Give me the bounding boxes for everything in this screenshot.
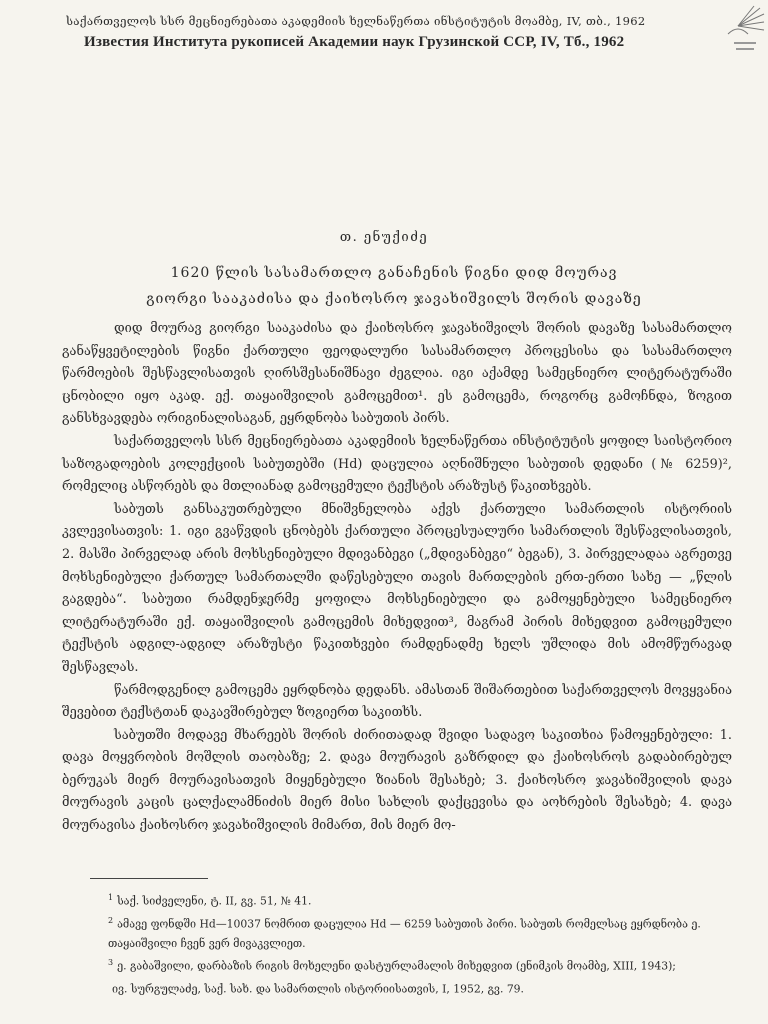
article-title-line-1: 1620 წლის სასამართლო განაჩენის წიგნი დიდ მოურავ <box>170 265 618 281</box>
journal-header-georgian: საქართველოს სსრ მეცნიერებათა აკადემიის ხელნაწერთა ინსტიტუტის მოამბე, IV, თბ., 1962 <box>66 14 646 28</box>
footnote-text: ივ. სურგულაძე, საქ. სახ. და სამართლის ისტორიისათვის, I, 1952, გვ. 79. <box>112 983 524 996</box>
footnote-number: 2 <box>108 916 114 925</box>
footnote <box>108 888 720 911</box>
footnote-text: საქ. სიძველენი, ტ. II, გვ. 51, № 41. <box>117 894 312 908</box>
paragraph: საქართველოს სსრ მეცნიერებათა აკადემიის ხელნაწერთა ინსტიტუტის ყოფილ საისტორიო საზოგადოების კოლექციის საბუთებში (Hd) დაცულია აღნიშნული საბუთის დედანი (№ 6259)², რომელიც ასწორებს და მთლიანად გამოცემული ტექსტის არაზუსტ წაკითხვებს. <box>62 433 732 495</box>
footnote-text: ე. გაბაშვილი, დარბაზის რიგის მოხელენი დასტურლამალის მიხედვით (ენიმკის მოამბე, XIII, 1943); <box>117 960 676 973</box>
footnote-text: ამავე ფონდში Hd—10037 ნომრით დაცულია Hd — 6259 საბუთის პირი. საბუთს რომელსაც ეყრდნობა ე. თაყაიშვილი ჩვენ ვერ მივაკვლიეთ. <box>108 917 701 950</box>
footnotes <box>108 888 720 999</box>
footnote <box>108 953 720 976</box>
article-title <box>60 260 728 312</box>
paragraph: საბუთს განსაკუთრებული მნიშვნელობა აქვს ქართული სამართლის ისტორიის კვლევისათვის: 1. იგი გვაწვდის ცნობებს ქართული პროცესუალური სამართლის შესწავლისათვის, 2. მასში პირველად არის მოხსენიებული მდივანბეგი („მდივანბეგი“ ბეგან), 3. პირველადაა აგრეთვე მოხსენიებული ქართულ სამართალში დაწესებული თავის მართლების ერთ-ერთი სახე — „წლის გაგდება“. საბუთი რამდენჯერმე ყოფილა მოხსენიებული და გამოყენებული სამეცნიერო ლიტერატურაში ექ. თაყაიშვილის გამოცემის მიხედვით³, მაგრამ პირის მიხედვით გამოცემული ტექსტის ადგილ-ადგილ არაზუსტი წაკითხვები რამდენადმე ხელს უშლიდა მის ამომწურავად შესწავლას. <box>62 501 732 675</box>
article-body <box>62 318 732 838</box>
institute-logo-icon <box>720 4 766 56</box>
journal-header-russian: Известия Института рукописей Академии наук Грузинской ССР, IV, Тб., 1962 <box>84 34 625 50</box>
footnote-number: 3 <box>108 958 114 968</box>
article-author: თ. ენუქიძე <box>339 230 429 245</box>
article-title-line-2: გიორგი სააკაძისა და ქაიხოსრო ჯავახიშვილს შორის დავაზე <box>146 291 642 307</box>
paragraph: საბუთში მოდავე მხარეებს შორის ძირითადად შვიდი სადავო საკითხია წამოყენებული: 1. დავა მოყვრობის მოშლის თაობაზე; 2. დავა მოურავის გაზრდილ და ქაიხოსროს გადაბირებულ ბერუკას მიერ მოურავისათვის მიყენებული ზიანის შესახებ; 3. ქაიხოსრო ჯავახიშვილის დავა მოურავის კაცის ცალქალამნიძის მიერ მისი სახლის დაქცევისა და აოხრების შესახებ; 4. დავა მოურავისა ქაიხოსრო ჯავახიშვილის მიმართ, მის მიერ მო- <box>62 727 732 834</box>
paragraph: დიდ მოურავ გიორგი სააკაძისა და ქაიხოსრო ჯავახიშვილს შორის დავაზე სასამართლო განაწყვეტილების წიგნი ქართული ფეოდალური სასამართლო პროცესისა და სასამართლო წარმოების შესწავლისათვის ღირსშესანიშნავი ძეგლია. იგი აქამდე სამეცნიერო ლიტერატურაში ცნობილი იყო აკად. ექ. თაყაიშვილის გამოცემით¹. ეს გამოცემა, როგორც გამოჩნდა, ზოგით განსხვავდება ორიგინალისაგან, ეყრდნობა საბუთის პირს. <box>62 321 732 427</box>
footnote <box>108 976 720 999</box>
paragraph: წარმოდგენილ გამოცემა ეყრდნობა დედანს. ამასთან შიშართებით საქართველოს მოვყვანია შევებით ტექსტთან დაკავშირებულ ზოგიერთ საკითხს. <box>62 682 732 721</box>
footnote-divider <box>90 878 208 879</box>
footnote-number: 1 <box>108 893 114 902</box>
footnote <box>108 911 720 953</box>
